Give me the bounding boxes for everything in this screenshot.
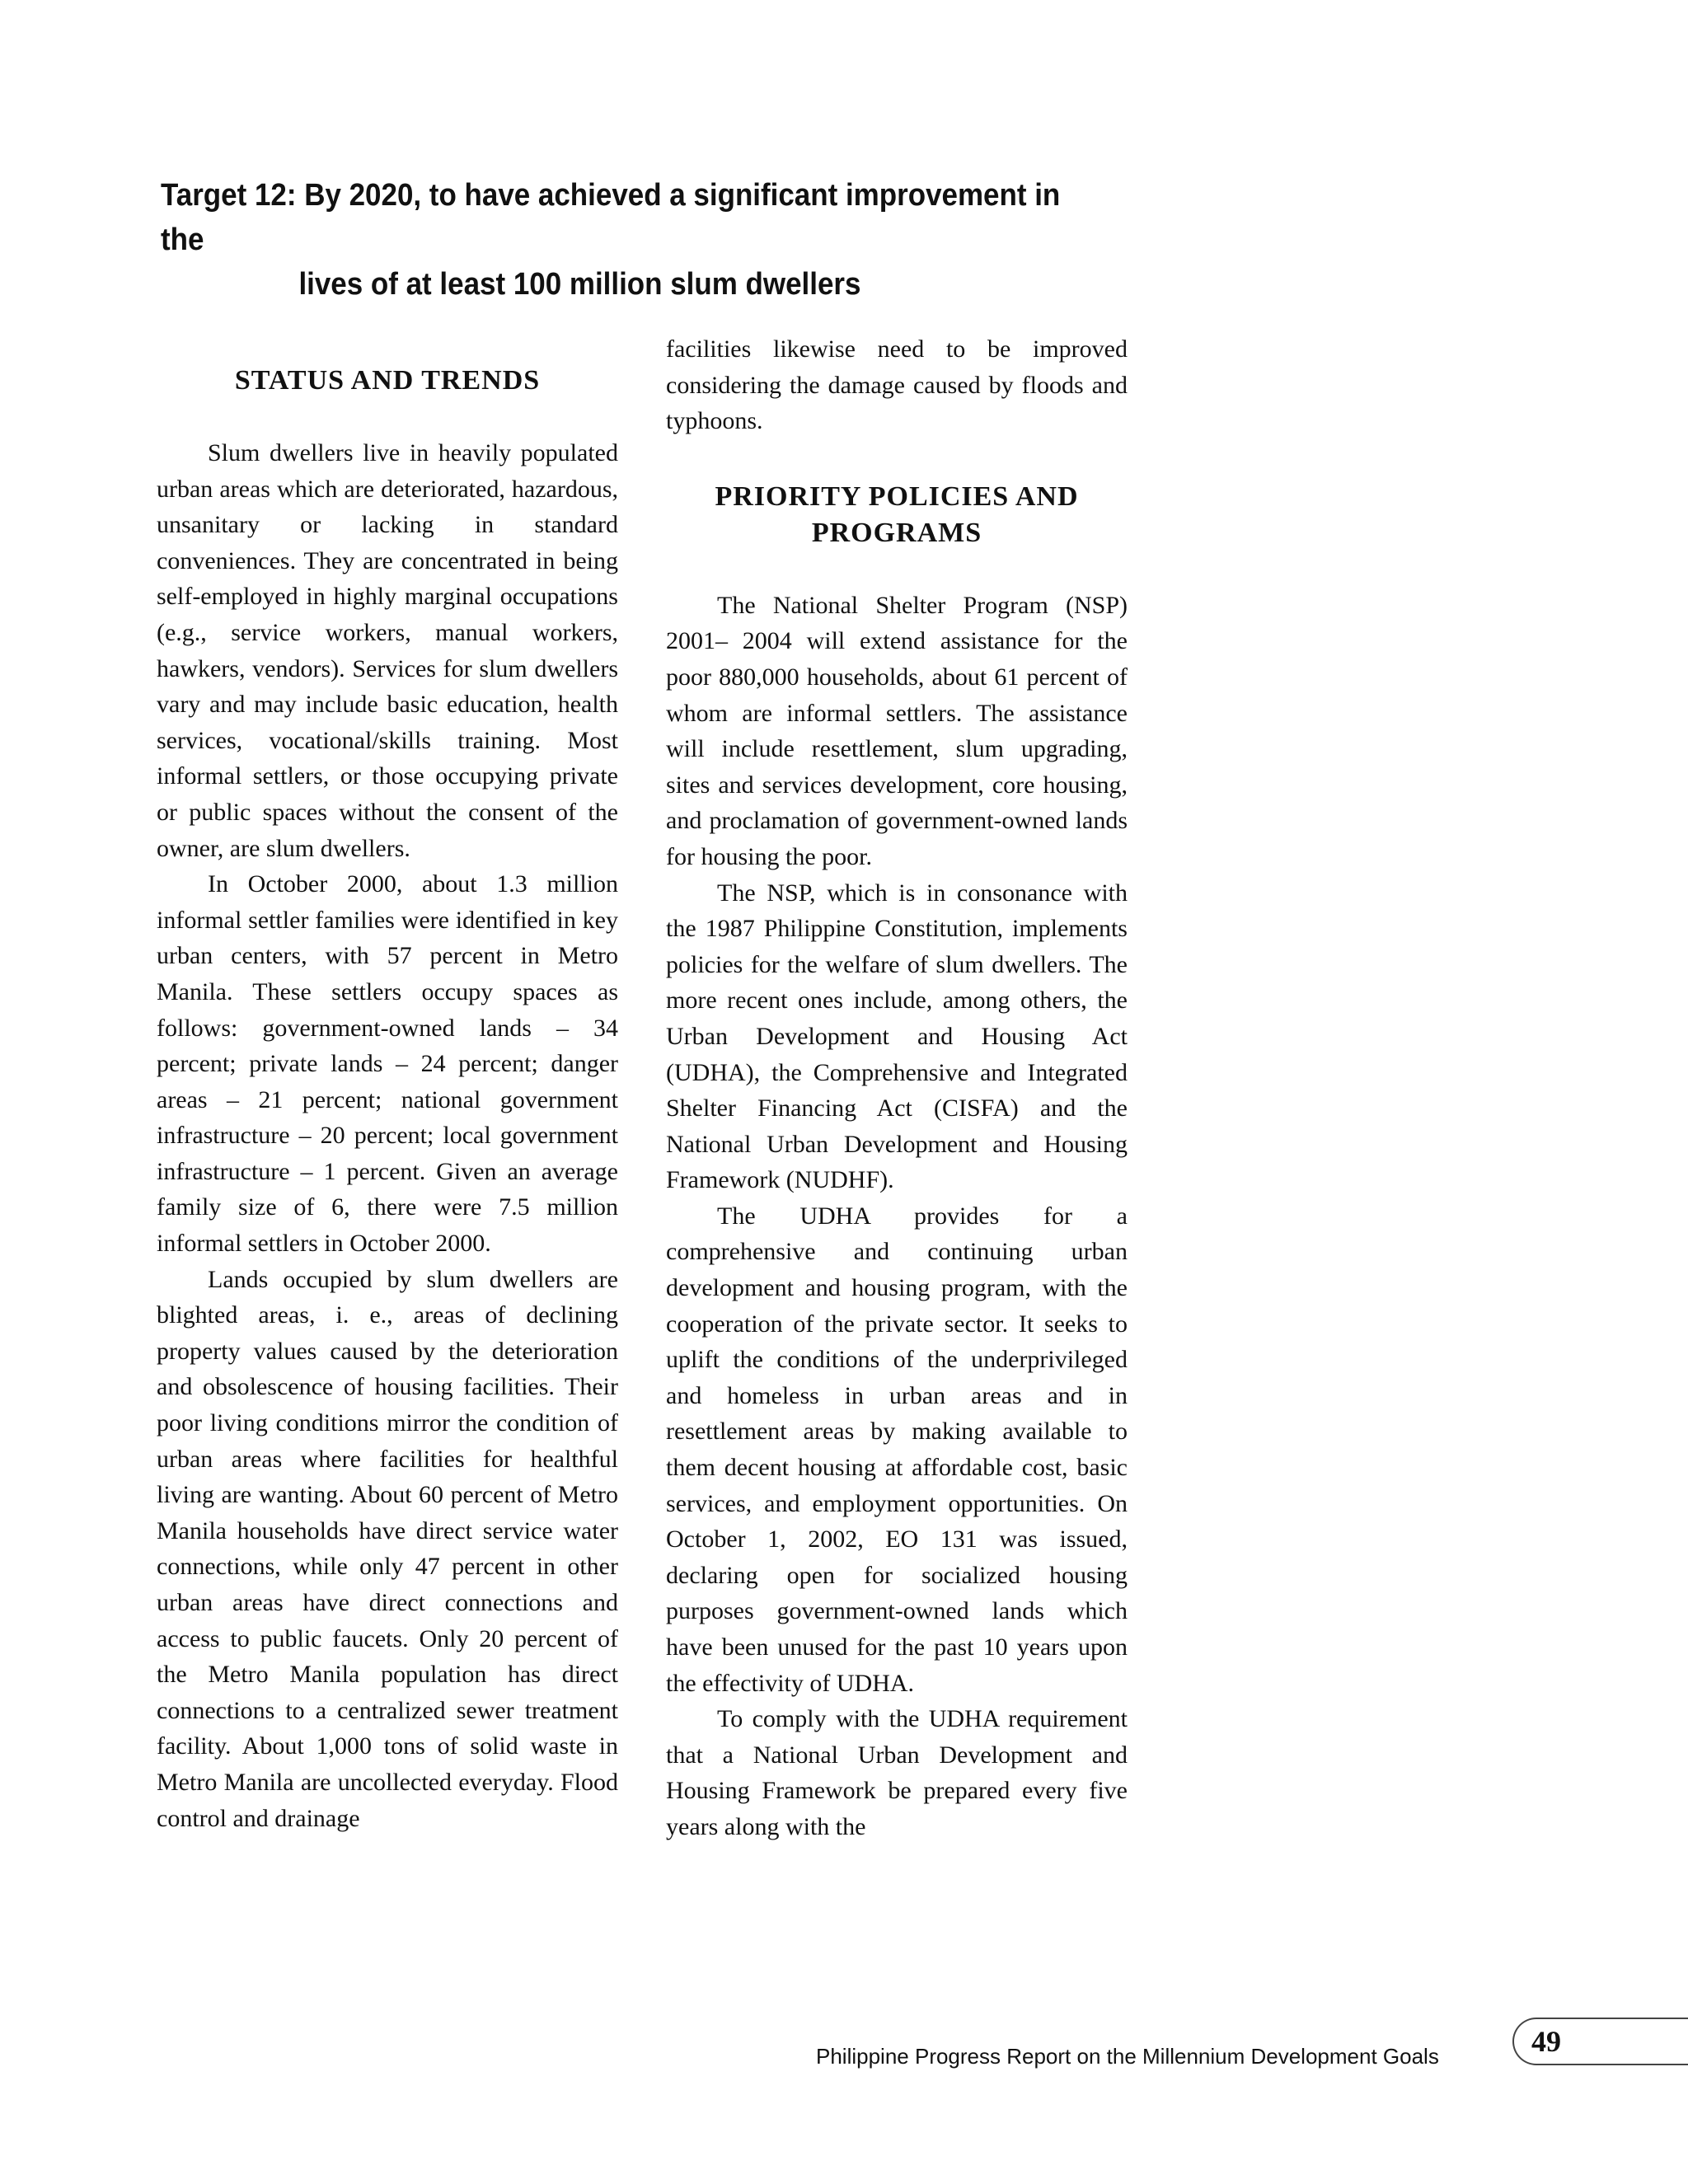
section-heading-priority-policies: PRIORITY POLICIES AND PROGRAMS	[715, 480, 1079, 548]
right-column	[666, 331, 1128, 1845]
body-paragraph: To comply with the UDHA requirement that a National Urban Development and Housing Framework be prepared every five years along with the	[666, 1705, 1128, 1840]
body-paragraph: The NSP, which is in consonance with the 1987 Philippine Constitution, implements policies for the welfare of slum dwellers. The more recent ones include, among others, the Urban Development and Housing Act (UDHA), the Comprehensive and Integrated Shelter Financing Act (CISFA) and the National Urban Development and Housing Framework (NUDHF).	[666, 879, 1128, 1194]
title-line-1	[161, 173, 1085, 262]
continued-paragraph: facilities likewise need to be improved considering the damage caused by floods and typhoons.	[666, 335, 1128, 435]
page-title	[161, 173, 1085, 307]
title-prefix: Target 12:	[161, 178, 297, 213]
left-column	[157, 330, 618, 1836]
title-text-line-2: lives of at least 100 million slum dwellers	[298, 267, 861, 302]
footer-report-title: Philippine Progress Report on the Millennium Development Goals	[816, 2044, 1439, 2069]
body-paragraph: The National Shelter Program (NSP) 2001– 2004 will extend assistance for the poor 880,000 households, about 61 percent of whom are informal settlers. The assistance will include resettlement, slum upgrading, sites and services development, core housing, and proclamation of government-owned lands for housing the poor.	[666, 591, 1128, 870]
body-paragraph: The UDHA provides for a comprehensive and continuing urban development and housing program, with the cooperation of the private sector. It seeks to uplift the conditions of the underprivileged and homeless in urban areas and in resettlement areas by making available to them decent housing at affordable cost, basic services, and employment opportunities. On October 1, 2002, EO 131 was issued, declaring open for socialized housing purposes government-owned lands which have been unused for the past 10 years upon the effectivity of UDHA.	[666, 1202, 1128, 1697]
body-paragraph: Slum dwellers live in heavily populated urban areas which are deteriorated, hazardous, unsanitary or lacking in standard conveniences. They are concentrated in being self-employed in highly marginal occupations (e.g., service workers, manual workers, hawkers, vendors). Services for slum dwellers vary and may include basic education, health services, vocational/skills training. Most informal settlers, or those occupying private or public spaces without the consent of the owner, are slum dwellers.	[157, 439, 618, 862]
title-text-line-1: By 2020, to have achieved a significant improvement in the	[161, 178, 1061, 257]
body-paragraph: Lands occupied by slum dwellers are blighted areas, i. e., areas of declining property values caused by the deterioration and obsolescence of housing facilities. Their poor living conditions mirror the condition of urban areas where facilities for healthful living are wanting. About 60 percent of Metro Manila households have direct service water connections, while only 47 percent in other urban areas have direct connections and access to public faucets. Only 20 percent of the Metro Manila population has direct connections to a centralized sewer treatment facility. About 1,000 tons of solid waste in Metro Manila are uncollected everyday. Flood control and drainage	[157, 1265, 618, 1832]
section-heading-status-and-trends: STATUS AND TRENDS	[234, 365, 541, 396]
page-number: 49	[1531, 2025, 1561, 2058]
body-paragraph: In October 2000, about 1.3 million informal settler families were identified in key urban centers, with 57 percent in Metro Manila. These settlers occupy spaces as follows: government-owned lands – 34 percent; private lands – 24 percent; danger areas – 21 percent; national government infrastructure – 20 percent; local government infrastructure – 1 percent. Given an average family size of 6, there were 7.5 million informal settlers in October 2000.	[157, 870, 618, 1258]
